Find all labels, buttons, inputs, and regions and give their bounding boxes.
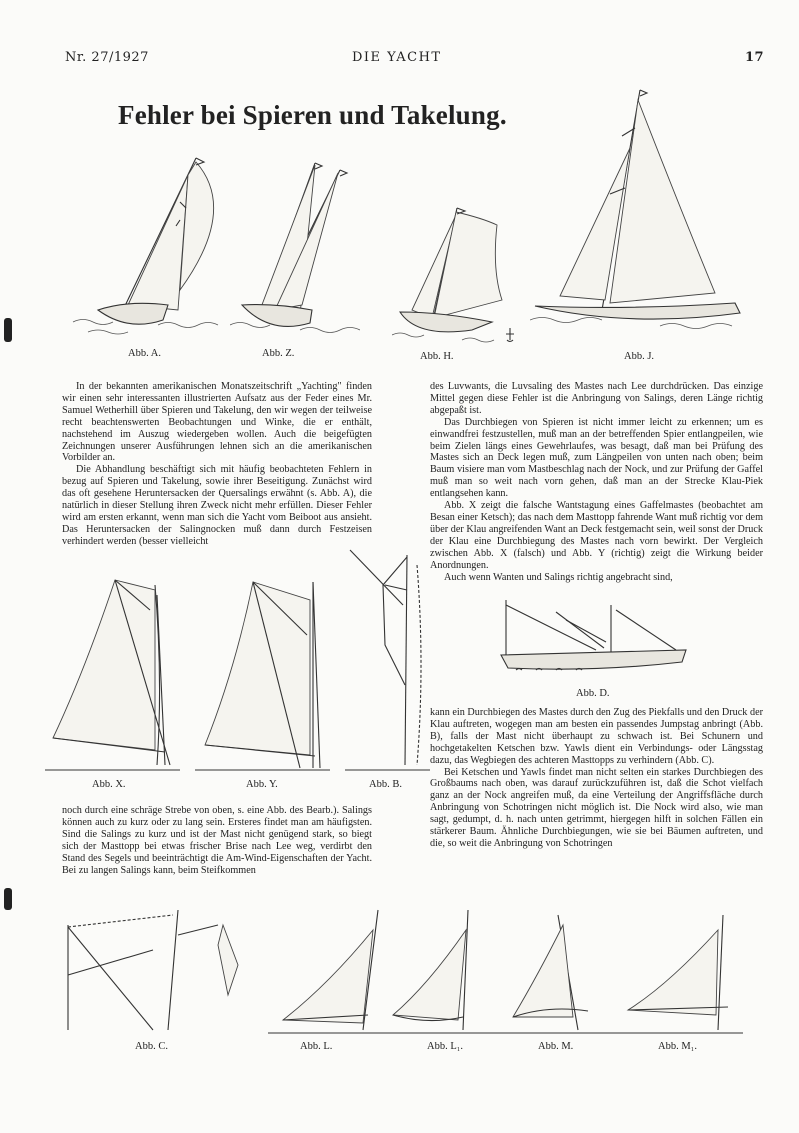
figure-h-illustration xyxy=(392,200,517,350)
figure-m1-caption: Abb. M₁. xyxy=(658,1041,697,1052)
paragraph: Abb. X zeigt die falsche Wantstagung eines Gaffelmastes (beobachtet am Besan einer Ketsch); das nach dem Masttopp fahrende Want muß richtig vor dem über der Klau angreifenden Want an Deck festgemacht sein, weil sonst der Druck der Klau eine Durchbiegung des Mastes nach vorn bewirkt. Der Vergleich zwischen Abb. X (falsch) und Abb. Y (richtig) zeigt die Wirkung beider Anordnungen. xyxy=(430,500,763,571)
right-column-bottom xyxy=(430,707,763,850)
magazine-name: DIE YACHT xyxy=(352,50,442,65)
figure-c-illustration xyxy=(58,905,248,1035)
paragraph: noch durch eine schräge Strebe von oben, s. eine Abb. des Bearb.). Salings können auch zu kurz oder zu lang sein. Ersteres findet man am häufigsten. Sind die Salings zu kurz und ist der Mast nicht genügend stark, so biegt sich der Masttopp bei etwas frischer Brise nach Lee weg, verdirbt den Stand des Segels und beeinträchtigt die Am-Wind-Eigenschaften der Yacht. Bei zu langen Salings kann, beim Steifkommen xyxy=(62,805,372,876)
paragraph: kann ein Durchbiegen des Mastes durch den Zug des Piekfalls und den Druck der Klau auftreten, wogegen man am besten ein passendes Jumpstag anbringt (Abb. B), falls der Mast nicht überhaupt zu schwach ist. Bei Schunern und hochgetakelten Ketschen bzw. Yawls dient ein Verbindungs- oder Längsstag dazu, das Wegbiegen des achteren Masttopps zu verhindern (Abb. C). xyxy=(430,707,763,766)
figure-a-caption: Abb. A. xyxy=(128,348,161,359)
article-title: Fehler bei Spieren und Takelung. xyxy=(118,100,507,130)
paragraph: Auch wenn Wanten und Salings richtig angebracht sind, xyxy=(444,571,673,583)
figure-x-illustration xyxy=(45,570,180,775)
figure-l-series-illustration xyxy=(268,905,743,1035)
figure-h-caption: Abb. H. xyxy=(420,351,454,362)
binding-edge-mark xyxy=(4,888,12,910)
figure-a-illustration xyxy=(68,150,248,335)
figure-y-illustration xyxy=(195,570,330,775)
left-column-bottom xyxy=(62,805,372,876)
figure-m-caption: Abb. M. xyxy=(538,1041,574,1052)
binding-edge-mark xyxy=(4,318,12,342)
figure-z-caption: Abb. Z. xyxy=(262,348,295,359)
figure-l-caption: Abb. L. xyxy=(300,1041,333,1052)
figure-x-caption: Abb. X. xyxy=(92,779,126,790)
figure-y-caption: Abb. Y. xyxy=(246,779,278,790)
right-column-top xyxy=(430,381,763,583)
left-column-top xyxy=(62,381,372,548)
figure-l1-caption: Abb. L₁. xyxy=(427,1041,464,1052)
figure-b-illustration xyxy=(345,545,430,775)
page-number: 17 xyxy=(745,50,765,65)
paragraph: des Luvwants, die Luvsaling des Mastes nach Lee durchdrücken. Das einzige Mittel gegen diese Fehler ist die Anbringung von Salings, deren Länge richtig abgepaßt ist. xyxy=(430,381,763,416)
figure-b-caption: Abb. B. xyxy=(369,779,402,790)
figure-d-caption: Abb. D. xyxy=(576,688,610,699)
paragraph: Bei Ketschen und Yawls findet man nicht selten ein starkes Durchbiegen des Großbaums nach oben, was darauf zurückzuführen ist, daß die Schot vielfach ganz an der Nock angreifen muß, da eine Verteilung der Angriffsfläche durch Anbringung von Schotringen nicht möglich ist. Die Nock wird also, wie man sagt, gedumpt, d. h. nach unten getrimmt, hiergegen hilft in solchen Fällen ein stärkerer Baum. Ähnliche Durchbiegungen, wie sie bei Bäumen auftreten, und die, so weit die Anbringung von Schotringen xyxy=(430,766,763,849)
figure-j-illustration xyxy=(530,88,755,338)
figure-j-caption: Abb. J. xyxy=(624,351,655,362)
figure-z-illustration xyxy=(230,155,360,335)
issue-number: Nr. 27/1927 xyxy=(65,50,149,65)
paragraph: In der bekannten amerikanischen Monatszeitschrift „Yachting" finden wir einen sehr interessanten illustrierten Aufsatz aus der Feder eines Mr. Samuel Wetherhill über Spieren und Takelung, den wir wegen der teilweise recht beachtenswerten Beobachtungen und Winke, die er enthält, nachstehend im Auszug wiedergeben wollen. Auch die beigefügten Zeichnungen unserer Ausführungen lehnen sich an die amerikanischen Vorbilder an. xyxy=(62,381,372,464)
figure-c-caption: Abb. C. xyxy=(135,1041,168,1052)
paragraph: Das Durchbiegen von Spieren ist nicht immer leicht zu erkennen; um es einwandfrei festzustellen, muß man an der betreffenden Spier entlangpeilen, wie beim Zielen längs eines Gewehrlaufes, was besagt, daß man bei Prüfung des Mastes sich an Deck legen muß, zum Längpeilen von unten nach oben; beim Baum visiere man vom Mastbeschlag nach der Nock, und zur Prüfung der Gaffel muß man so weit nach vorn gehen, daß man an der Strecke Klau-Piek entlangsehen kann. xyxy=(430,416,763,500)
figure-d-illustration xyxy=(496,600,691,682)
paragraph: Die Abhandlung beschäftigt sich mit häufig beobachteten Fehlern in bezug auf Spieren und Takelung, sowie ihrer Beseitigung. Zunächst wird das oft gesehene Heruntersacken der Quersalings erwähnt (s. Abb. A), die natürlich in dieser Stellung ihren Zweck nicht mehr erfüllen. Dieser Fehler wird am ersten erkannt, wenn man sich die Yacht vom Beiboot aus ansieht. Das Heruntersacken der Salingnocken muß dann durch Festzeisen verhindert werden (besser vielleicht xyxy=(62,464,372,547)
